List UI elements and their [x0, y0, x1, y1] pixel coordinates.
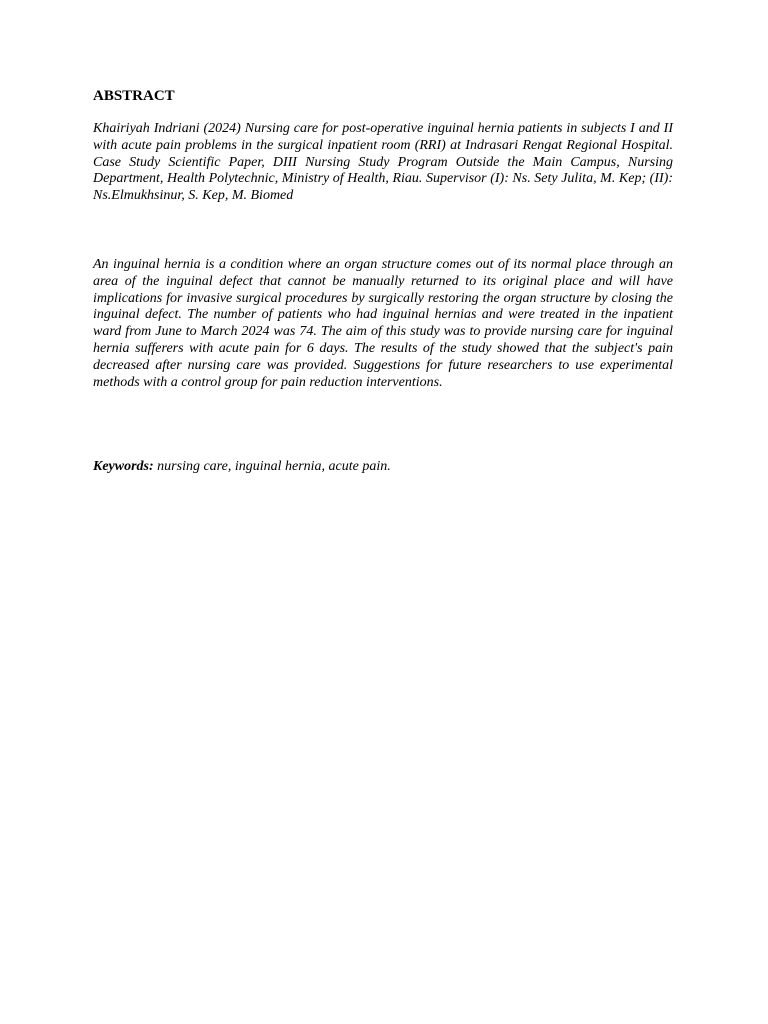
- keywords-label: Keywords:: [93, 459, 154, 474]
- citation-paragraph: Khairiyah Indriani (2024) Nursing care for post-operative inguinal hernia patients in subjects I and II with acute pain problems in the surgical inpatient room (RRI) at Indrasari Rengat Regional Hospital. Case Study Scientific Paper, DIII Nursing Study Program Outside the Main Campus, Nursing Department, Health Polytechnic, Ministry of Health, Riau. Supervisor (I): Ns. Sety Julita, M. Kep; (II): Ns.Elmukhsinur, S. Kep, M. Biomed: [93, 121, 673, 204]
- keywords-line: [93, 458, 673, 475]
- keywords-value: nursing care, inguinal hernia, acute pain.: [157, 459, 391, 474]
- abstract-body-paragraph: An inguinal hernia is a condition where an organ structure comes out of its normal place through an area of the inguinal defect that cannot be manually returned to its original place and will have implications for invasive surgical procedures by surgically restoring the organ structure by closing the inguinal defect. The number of patients who had inguinal hernias and were treated in the inpatient ward from June to March 2024 was 74. The aim of this study was to provide nursing care for inguinal hernia sufferers with acute pain for 6 days. The results of the study showed that the subject's pain decreased after nursing care was provided. Suggestions for future researchers to use experimental methods with a control group for pain reduction interventions.: [93, 257, 673, 390]
- abstract-heading: ABSTRACT: [93, 88, 175, 104]
